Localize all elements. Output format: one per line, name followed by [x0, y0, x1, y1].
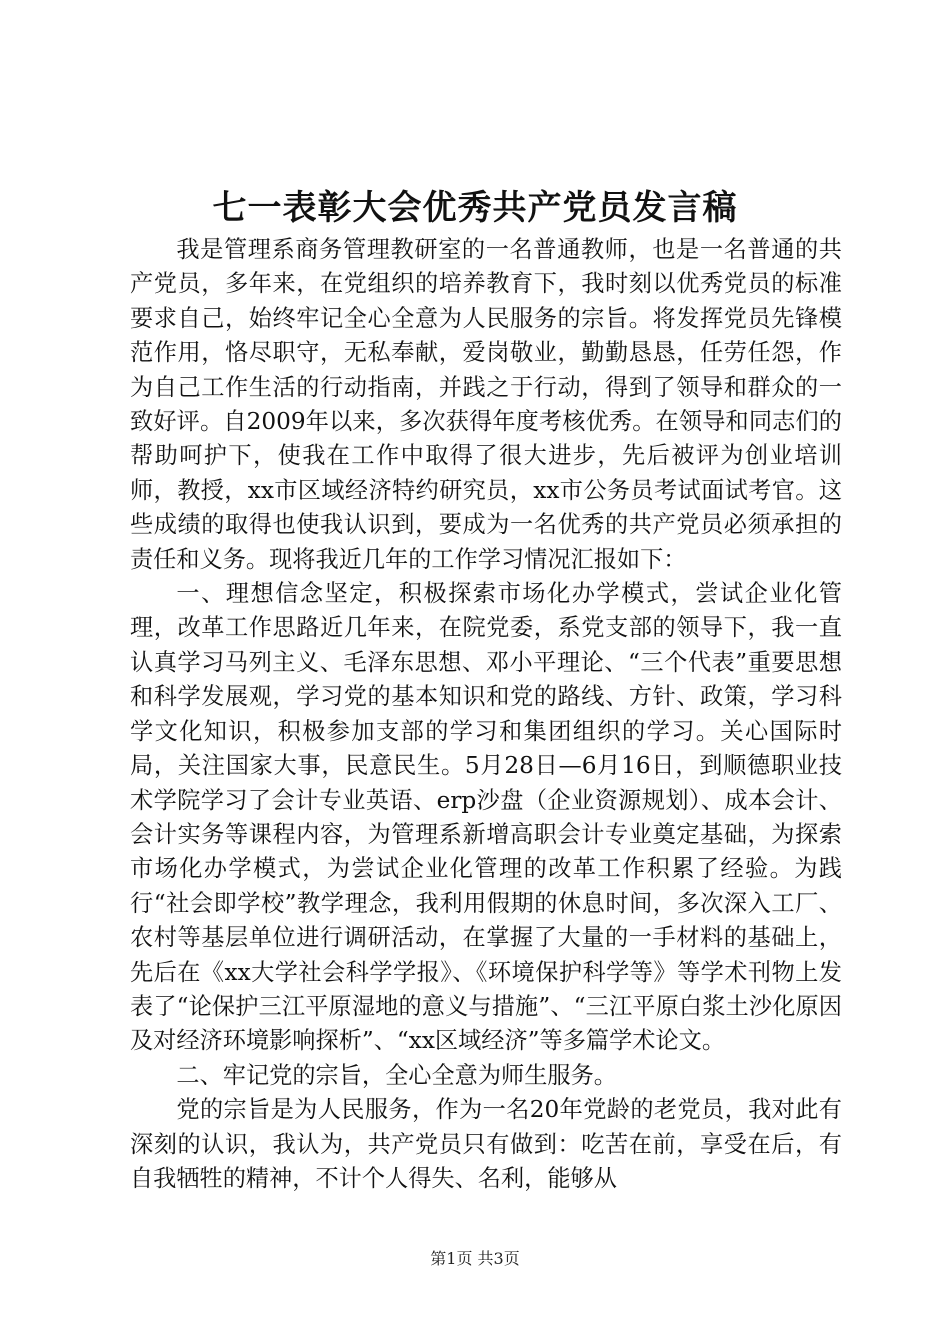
paragraph-section-1: 一、理想信念坚定，积极探索市场化办学模式，尝试企业化管理，改革工作思路近几年来，在院党委，系党支部的领导下，我一直认真学习马列主义、毛泽东思想、邓小平理论、“三个代表”重要思想和科学发展观，学习党的基本知识和党的路线、方针、政策，学习科学文化知识，积极参加支部的学习和集团组织的学习。关心国际时局，关注国家大事，民意民生。5月28日—6月16日，到顺德职业技术学院学习了会计专业英语、erp沙盘（企业资源规划）、成本会计、会计实务等课程内容，为管理系新增高职会计专业奠定基础，为探索市场化办学模式，为尝试企业化管理的改革工作积累了经验。为践行“社会即学校”教学理念，我利用假期的休息时间，多次深入工厂、农村等基层单位进行调研活动，在掌握了大量的一手材料的基础上，先后在《xx大学社会科学学报》、《环境保护科学等》等学术刊物上发表了“论保护三江平原湿地的意义与措施”、“三江平原白浆土沙化原因及对经济环境影响探析”、“xx区域经济”等多篇学术论文。 [130, 580, 842, 1055]
paragraph-section-2-heading: 二、牢记党的宗旨，全心全意为师生服务。 [176, 1061, 617, 1089]
paragraph-section-2-body: 党的宗旨是为人民服务，作为一名20年党龄的老党员，我对此有深刻的认识，我认为，共产党员只有做到：吃苦在前，享受在后，有自我牺牲的精神，不计个人得失、名利，能够从 [130, 1096, 842, 1192]
paragraph-intro: 我是管理系商务管理教研室的一名普通教师，也是一名普通的共产党员，多年来，在党组织的培养教育下，我时刻以优秀党员的标准要求自己，始终牢记全心全意为人民服务的宗旨。将发挥党员先锋模范作用，恪尽职守，无私奉献，爱岗敬业，勤勤恳恳，任劳任怨，作为自己工作生活的行动指南，并践之于行动，得到了领导和群众的一致好评。自2009年以来，多次获得年度考核优秀。在领导和同志们的帮助呵护下，使我在工作中取得了很大进步，先后被评为创业培训师，教授，xx市区域经济特约研究员，xx市公务员考试面试考官。这些成绩的取得也使我认识到，要成为一名优秀的共产党员必须承担的责任和义务。现将我近几年的工作学习情况汇报如下： [130, 236, 842, 573]
page-number-footer: 第1页 共3页 [430, 1249, 520, 1268]
document-title: 七一表彰大会优秀共产党员发言稿 [212, 188, 738, 228]
document-body [130, 233, 842, 1196]
